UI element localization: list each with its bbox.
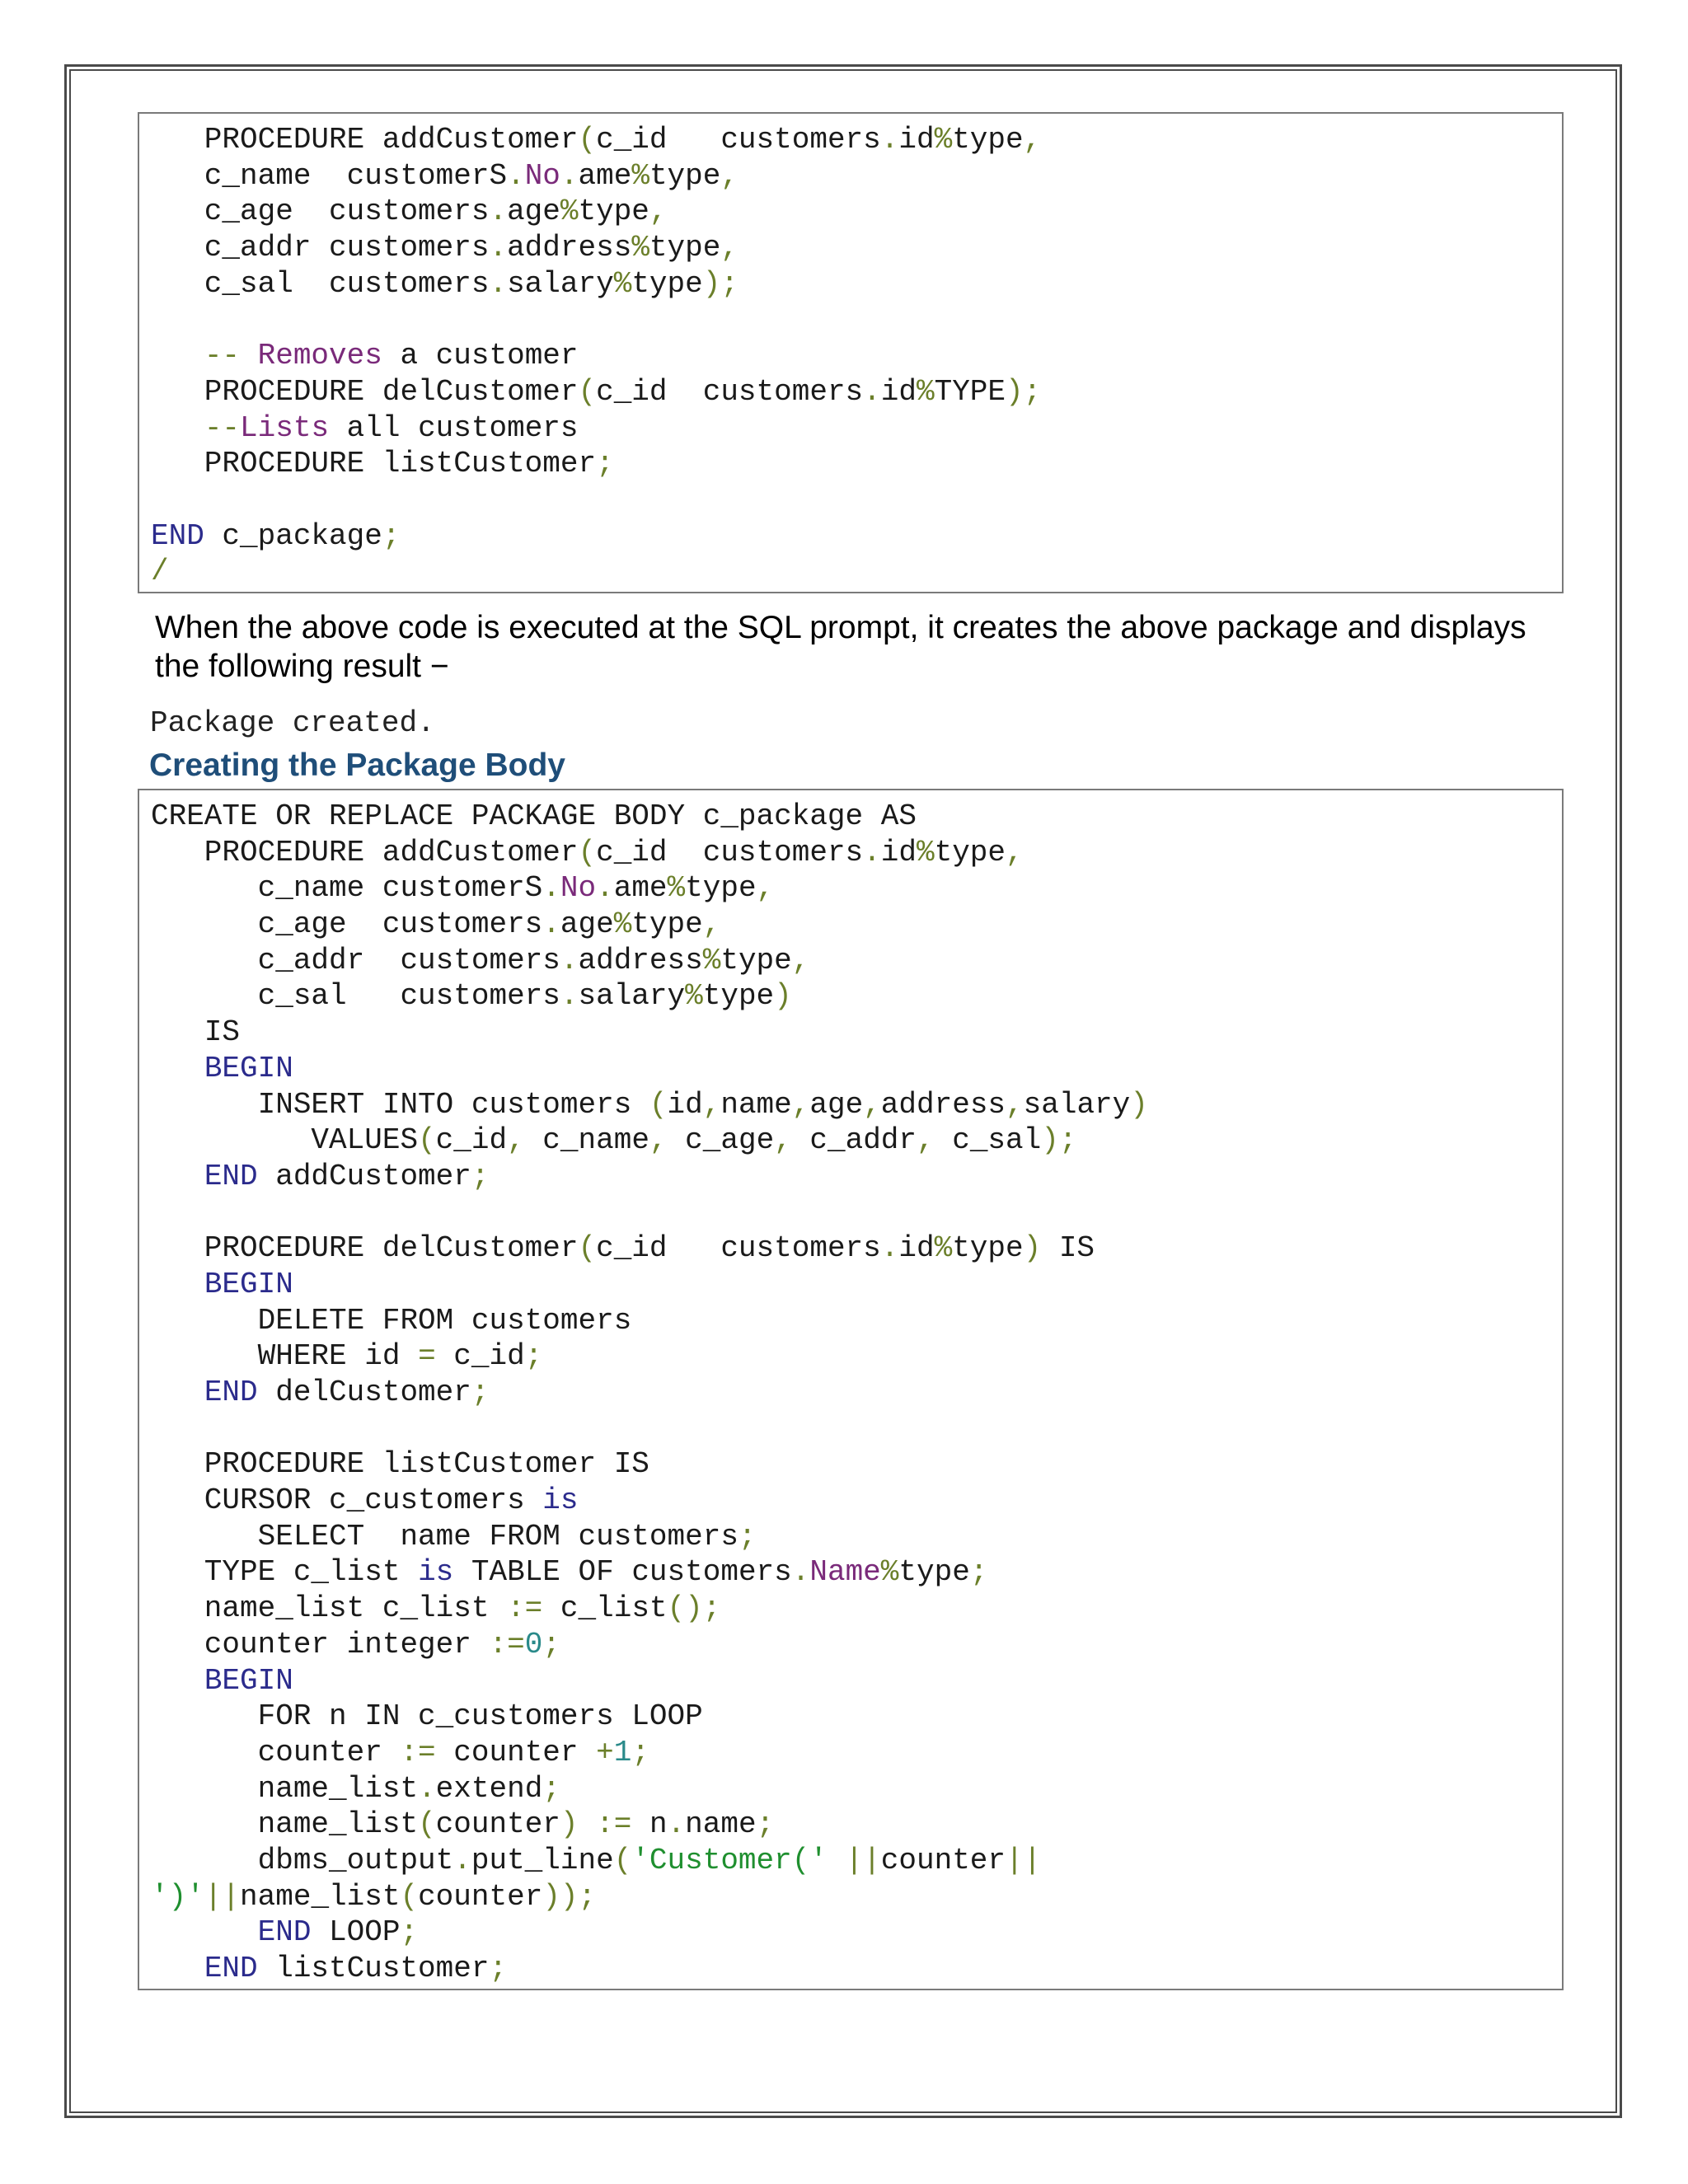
code-token: counter <box>151 1735 401 1769</box>
code-token: , <box>507 1123 525 1158</box>
code-token: % <box>916 374 935 409</box>
code-token: counter integer <box>151 1627 490 1661</box>
code-token: ; <box>631 1735 649 1769</box>
code-line <box>151 302 1562 338</box>
code-token: type <box>934 835 1006 869</box>
code-line <box>151 1735 1562 1771</box>
code-token: delCustomer <box>257 1376 471 1409</box>
code-line <box>151 374 1562 410</box>
code-token: WHERE id <box>151 1339 419 1374</box>
code-token: . <box>560 158 579 193</box>
code-token: c_id customers <box>596 835 864 869</box>
code-token: type <box>685 871 757 906</box>
code-token: . <box>863 374 881 409</box>
code-token: := <box>489 1627 525 1661</box>
code-token: . <box>542 871 560 906</box>
code-token: . <box>667 1807 686 1842</box>
code-block-package-spec <box>138 112 1564 593</box>
code-token: || <box>1006 1843 1042 1877</box>
code-token: name_list c_list <box>151 1591 508 1626</box>
code-token: ame <box>578 158 632 193</box>
code-token: c_id <box>435 1123 508 1158</box>
code-token: ; <box>596 447 614 481</box>
code-token: % <box>560 194 579 229</box>
code-line <box>151 1663 1562 1699</box>
code-token: / <box>151 555 169 589</box>
code-token: ; <box>382 518 401 553</box>
code-token: . <box>880 123 899 157</box>
code-token: IS <box>151 1015 241 1050</box>
code-token: ( <box>578 1231 597 1266</box>
code-token: counter <box>435 1807 560 1842</box>
code-token: TYPE <box>934 374 1006 409</box>
code-line <box>151 1807 1562 1843</box>
code-token: c_addr customers <box>151 943 560 977</box>
code-token: id <box>667 1087 703 1122</box>
code-token: Lists <box>240 410 330 445</box>
code-token: % <box>613 266 632 301</box>
code-token: END <box>151 518 204 553</box>
code-token: END <box>204 1376 258 1409</box>
code-token: c_age <box>667 1123 775 1158</box>
code-token: is <box>542 1483 579 1518</box>
code-token: . <box>791 1555 810 1590</box>
code-token: c_sal <box>934 1123 1042 1158</box>
code-line <box>151 554 1562 590</box>
code-token: (); <box>667 1591 721 1626</box>
code-line <box>151 1554 1562 1591</box>
code-token: , <box>756 871 775 906</box>
code-line <box>151 122 1562 158</box>
code-token: c_sal customers <box>151 266 490 301</box>
code-token: c_age customers <box>151 194 490 229</box>
code-token: % <box>934 1231 953 1266</box>
code-token: % <box>667 871 686 906</box>
code-token: type <box>720 943 792 977</box>
code-token: ( <box>578 123 597 157</box>
code-token: name_list <box>151 1807 419 1842</box>
code-token: c_name customerS <box>151 871 543 906</box>
code-token: ')' <box>151 1879 204 1914</box>
code-token: 'Customer(' <box>631 1843 828 1877</box>
code-token: c_addr <box>791 1123 917 1158</box>
code-token: ; <box>489 1952 508 1985</box>
code-token: ; <box>471 1159 490 1193</box>
code-block-package-body <box>138 789 1564 1990</box>
code-token: id <box>898 123 935 157</box>
code-token: END <box>257 1915 312 1950</box>
code-token: DELETE FROM customers <box>151 1303 632 1338</box>
code-line <box>151 1843 1562 1879</box>
code-token: , <box>1006 835 1024 869</box>
code-token <box>151 411 204 445</box>
code-token: salary <box>1023 1087 1131 1122</box>
code-token: PROCEDURE delCustomer <box>151 374 579 409</box>
code-token: name <box>685 1807 757 1842</box>
code-token: c_id customers <box>596 374 864 409</box>
code-line <box>151 1771 1562 1807</box>
code-line <box>151 1411 1562 1447</box>
code-line <box>151 1159 1562 1195</box>
code-line <box>151 158 1562 194</box>
code-token: ; <box>756 1807 775 1842</box>
code-token: listCustomer <box>257 1952 490 1985</box>
code-token: counter <box>435 1735 597 1769</box>
code-token: LOOP <box>311 1915 401 1950</box>
code-line <box>151 230 1562 266</box>
code-token: . <box>560 979 579 1014</box>
code-token: No <box>524 158 560 193</box>
code-token: ; <box>738 1519 757 1554</box>
code-token: ) <box>560 1807 579 1842</box>
code-line <box>151 1446 1562 1483</box>
code-line <box>151 1122 1562 1159</box>
code-token: CREATE OR REPLACE PACKAGE BODY c_package AS <box>151 799 917 833</box>
code-token: name_list <box>151 1771 419 1806</box>
code-line <box>151 482 1562 518</box>
code-token: type <box>649 231 721 265</box>
code-line <box>151 446 1562 482</box>
code-line <box>151 835 1562 871</box>
code-token: type <box>578 194 649 229</box>
code-token: -- <box>204 339 258 373</box>
code-token: := <box>507 1591 543 1626</box>
code-line <box>151 1627 1562 1663</box>
code-token: , <box>649 1123 668 1158</box>
code-token: := <box>400 1735 436 1769</box>
code-token: address <box>880 1087 1006 1122</box>
code-token: , <box>774 1123 792 1158</box>
code-line <box>151 943 1562 979</box>
code-token: extend <box>435 1771 543 1806</box>
code-token: -- <box>204 410 241 445</box>
code-line <box>151 338 1562 374</box>
code-token: address <box>578 943 703 977</box>
code-line <box>151 1591 1562 1627</box>
code-token: ; <box>969 1555 988 1590</box>
code-token: ( <box>578 374 597 409</box>
code-token: . <box>489 194 508 229</box>
code-token: , <box>791 1087 810 1122</box>
code-token: . <box>507 158 525 193</box>
code-token: age <box>560 907 614 942</box>
code-token: ; <box>542 1627 560 1661</box>
code-line <box>151 1303 1562 1339</box>
code-token: c_name customerS <box>151 158 508 193</box>
code-token: id <box>880 374 917 409</box>
code-token: c_package <box>204 518 382 553</box>
code-token <box>151 1160 204 1193</box>
code-token: , <box>702 1087 721 1122</box>
code-line <box>151 1015 1562 1051</box>
code-token: c_id customers <box>596 123 881 157</box>
code-token: FOR n IN c_customers LOOP <box>151 1699 703 1734</box>
code-token: ; <box>524 1339 543 1374</box>
code-token: put_line <box>471 1843 614 1877</box>
code-token: % <box>916 835 935 869</box>
code-token: ( <box>418 1807 436 1842</box>
code-token: , <box>1006 1087 1024 1122</box>
code-token: PROCEDURE addCustomer <box>151 835 579 869</box>
code-token: id <box>898 1231 935 1266</box>
code-token: salary <box>578 979 686 1014</box>
code-token: + <box>596 1735 614 1769</box>
code-line <box>151 1951 1562 1987</box>
code-token: type <box>649 158 721 193</box>
code-token: ame <box>613 871 668 906</box>
code-token: name <box>720 1087 792 1122</box>
code-token: 1 <box>613 1735 632 1769</box>
code-token <box>828 1844 846 1877</box>
code-token: ) <box>1023 1231 1042 1266</box>
code-line <box>151 1267 1562 1303</box>
code-token: % <box>631 158 649 193</box>
code-token <box>151 339 204 373</box>
code-token: c_list <box>542 1591 668 1626</box>
code-line <box>151 1375 1562 1411</box>
code-token: PROCEDURE delCustomer <box>151 1231 579 1266</box>
code-token: BEGIN <box>204 1267 293 1301</box>
code-token: c_id <box>435 1339 525 1374</box>
code-line <box>151 194 1562 230</box>
code-token: . <box>863 835 881 869</box>
code-token: , <box>917 1123 935 1158</box>
code-line <box>151 978 1562 1015</box>
code-token: type <box>898 1555 970 1590</box>
code-line <box>151 1699 1562 1735</box>
code-token: , <box>720 231 738 265</box>
code-token <box>151 1052 204 1085</box>
code-token: || <box>204 1879 241 1914</box>
code-token: dbms_output <box>151 1843 454 1877</box>
code-line <box>151 518 1562 555</box>
code-token: % <box>631 231 649 265</box>
code-token: type <box>952 1231 1024 1266</box>
code-token: . <box>880 1231 899 1266</box>
code-token: c_age customers <box>151 907 543 942</box>
code-token: . <box>560 943 579 977</box>
code-token: . <box>489 266 508 301</box>
code-token: TYPE c_list <box>151 1555 419 1590</box>
sql-output: Package created. <box>150 706 435 740</box>
code-line <box>151 907 1562 943</box>
code-token: counter <box>418 1879 543 1914</box>
code-token: type <box>702 979 775 1014</box>
code-token <box>151 1268 204 1301</box>
section-heading: Creating the Package Body <box>149 748 565 783</box>
code-token: ( <box>418 1123 436 1158</box>
code-token: . <box>489 231 508 265</box>
code-token: CURSOR c_customers <box>151 1483 543 1518</box>
code-token: ( <box>578 835 597 869</box>
code-token: counter <box>880 1843 1006 1877</box>
code-token: all customers <box>329 410 579 445</box>
code-token: , <box>863 1087 881 1122</box>
code-token: TABLE OF customers <box>453 1555 792 1590</box>
code-token: . <box>418 1771 436 1806</box>
code-line <box>151 1879 1562 1915</box>
code-token <box>151 1952 204 1985</box>
code-token <box>151 1664 204 1698</box>
code-token: INSERT INTO customers <box>151 1087 649 1122</box>
code-token: ); <box>1041 1123 1077 1158</box>
code-token: , <box>649 194 668 229</box>
code-line <box>151 799 1562 835</box>
code-line <box>151 1915 1562 1951</box>
code-token: a customer <box>382 339 579 373</box>
code-line <box>151 1051 1562 1087</box>
code-token: c_sal customers <box>151 979 560 1014</box>
code-token: BEGIN <box>204 1663 293 1698</box>
code-token: , <box>702 907 721 942</box>
code-token: n <box>631 1807 668 1842</box>
code-token: . <box>542 907 560 942</box>
code-line <box>151 410 1562 447</box>
code-line <box>151 1195 1562 1231</box>
code-token <box>579 1807 597 1841</box>
code-token: SELECT name FROM customers <box>151 1519 738 1554</box>
code-token: % <box>934 123 953 157</box>
code-token: , <box>720 158 738 193</box>
code-token: name_list <box>240 1879 401 1914</box>
code-token: VALUES <box>151 1123 419 1158</box>
code-token <box>151 1376 204 1409</box>
code-token: address <box>507 231 632 265</box>
code-token: ); <box>702 266 738 301</box>
code-token: % <box>880 1555 899 1590</box>
code-line <box>151 1483 1562 1519</box>
code-token: c_addr customers <box>151 231 490 265</box>
code-token: Removes <box>257 339 382 373</box>
code-token: salary <box>507 266 614 301</box>
code-token: PROCEDURE listCustomer <box>151 447 597 481</box>
code-token: )); <box>542 1879 597 1914</box>
code-token: ) <box>774 979 792 1014</box>
code-line <box>151 266 1562 302</box>
code-line <box>151 870 1562 907</box>
code-token: type <box>952 123 1024 157</box>
code-token: ; <box>400 1915 419 1950</box>
code-token: PROCEDURE addCustomer <box>151 123 579 157</box>
code-token: ( <box>400 1879 419 1914</box>
code-token: ; <box>542 1771 560 1806</box>
code-token: type <box>631 266 703 301</box>
code-token: No <box>560 871 597 906</box>
code-token: || <box>845 1843 881 1877</box>
code-token: ) <box>1130 1087 1148 1122</box>
code-token: % <box>685 979 703 1014</box>
code-token: 0 <box>524 1627 543 1661</box>
code-token: addCustomer <box>257 1159 471 1193</box>
code-token: , <box>791 943 810 977</box>
code-line <box>151 1338 1562 1375</box>
code-token: % <box>702 943 721 977</box>
code-token: END <box>204 1159 258 1193</box>
explanation-paragraph: When the above code is executed at the SQL prompt, it creates the above package and displays the following result − <box>155 610 1526 684</box>
code-token: ( <box>613 1843 632 1877</box>
code-token: age <box>507 194 560 229</box>
code-token: . <box>453 1843 471 1877</box>
code-token: type <box>631 907 703 942</box>
code-token: ; <box>471 1376 490 1409</box>
code-token: is <box>418 1555 454 1590</box>
code-token: c_name <box>524 1123 649 1158</box>
code-token: . <box>596 871 614 906</box>
code-token: % <box>613 907 632 942</box>
code-token: BEGIN <box>204 1051 293 1085</box>
code-token: ( <box>649 1087 668 1122</box>
code-token <box>151 1915 258 1949</box>
code-token: END <box>204 1952 258 1985</box>
code-token: := <box>596 1807 632 1842</box>
code-token: age <box>809 1087 864 1122</box>
code-token: c_id customers <box>596 1231 881 1266</box>
code-token: , <box>1023 123 1042 157</box>
code-token: ); <box>1006 374 1042 409</box>
code-line <box>151 1519 1562 1555</box>
code-token: Name <box>809 1555 881 1590</box>
code-line <box>151 1230 1562 1267</box>
code-token: = <box>418 1339 436 1374</box>
code-token: id <box>880 835 917 869</box>
code-token: PROCEDURE listCustomer IS <box>151 1447 649 1482</box>
code-token: IS <box>1041 1231 1095 1266</box>
code-line <box>151 1087 1562 1123</box>
